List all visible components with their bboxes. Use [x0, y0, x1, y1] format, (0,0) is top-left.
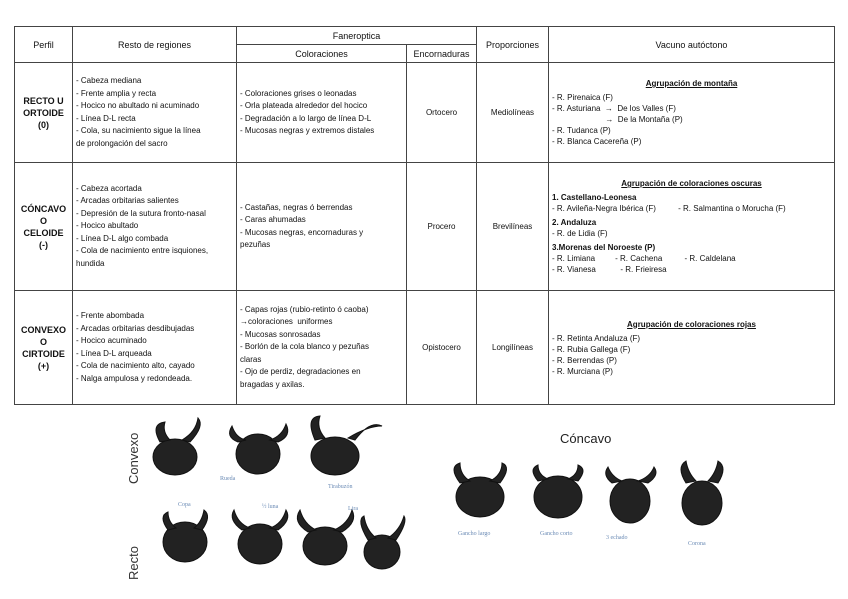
bull-heads-illustration — [120, 412, 410, 594]
group-name: 1. Castellano-Leonesa — [552, 193, 637, 202]
caption-3-echado: 3 echado — [606, 535, 628, 541]
coloracion-line: pezuñas — [240, 240, 271, 249]
label-convexo: Convexo — [126, 432, 141, 484]
perfil-text: (0) — [38, 119, 49, 130]
vacuno-cell — [549, 63, 835, 163]
raza-line: - R. de Lidia (F) — [552, 229, 608, 238]
coloracion-line: - Coloraciones grises o leonadas — [240, 88, 357, 98]
caption-lira: Lira — [348, 506, 358, 512]
morphology-table — [14, 26, 835, 405]
encornadura-cell: Procero — [407, 163, 477, 291]
coloracion-line: - Capas rojas (rubio-retinto ó caoba) — [240, 304, 369, 314]
perfil-text: CIRTOIDE — [22, 348, 65, 359]
horn-figure-convexo-recto — [120, 412, 410, 594]
perfil-text: O — [39, 215, 47, 226]
perfil-text: CONVEXO — [20, 324, 66, 335]
perfil-text: ORTOIDE — [23, 107, 64, 118]
header-perfil: Perfil — [15, 27, 73, 63]
resto-line: - Frente amplia y recta — [76, 88, 157, 98]
header-coloraciones: Coloraciones — [237, 45, 407, 63]
table-row — [15, 63, 835, 163]
caption-gancho-corto: Gancho corto — [540, 531, 573, 537]
vacuno-cell — [549, 291, 835, 405]
caption-tirabuzon: Tirabuzón — [328, 484, 353, 490]
header-encornaduras: Encornaduras — [407, 45, 477, 63]
resto-line: - Línea D-L recta — [76, 113, 136, 123]
perfil-text: CÓNCAVO — [20, 203, 67, 214]
coloraciones-cell — [237, 291, 407, 405]
perfil-cell — [15, 291, 73, 405]
group-name: 2. Andaluza — [552, 218, 597, 227]
perfil-text: (+) — [37, 360, 50, 371]
header-proporciones: Proporciones — [477, 27, 549, 63]
caption-corona: Corona — [688, 541, 706, 547]
resto-cell — [73, 63, 237, 163]
coloracion-line: - Orla plateada alrededor del hocico — [240, 101, 368, 110]
header-resto: Resto de regiones — [73, 27, 237, 63]
caption-rueda: Rueda — [220, 476, 236, 482]
raza-line: - R. Asturiana → De los Valles (F) — [552, 104, 676, 113]
perfil-text: (-) — [39, 239, 48, 250]
perfil-cell — [15, 63, 73, 163]
proporcion-cell: Mediolíneas — [477, 63, 549, 163]
perfil-text: O — [39, 336, 47, 347]
resto-line: - Línea D-L arqueada — [76, 348, 152, 358]
resto-line: de prolongación del sacro — [76, 138, 168, 148]
resto-line: hundida — [76, 258, 105, 268]
coloracion-line: - Borlón de la cola blanco y pezuñas — [240, 342, 369, 352]
resto-line: - Cabeza acortada — [76, 183, 142, 193]
resto-line: - Hocico abultado — [76, 221, 139, 231]
raza-line: → De la Montaña (P) — [552, 115, 683, 124]
resto-line: - Cola, su nacimiento sigue la línea — [76, 126, 201, 135]
raza-line: - R. Murciana (P) — [552, 366, 613, 376]
raza-line: - R. Vianesa - R. Frieiresa — [552, 265, 667, 274]
agrupacion-title: Agrupación de coloraciones rojas — [627, 319, 756, 329]
label-concavo: Cóncavo — [560, 431, 612, 446]
perfil-text: RECTO U — [23, 95, 64, 106]
resto-line: - Nalga ampulosa y redondeada. — [76, 373, 193, 383]
vacuno-cell — [549, 163, 835, 291]
coloracion-line: - Mucosas sonrosadas — [240, 329, 321, 339]
coloracion-line: - Caras ahumadas — [240, 215, 306, 224]
coloracion-line: - Mucosas negras y extremos distales — [240, 126, 375, 135]
resto-line: - Hocico no abultado ni acuminado — [76, 101, 200, 110]
resto-line: - Cabeza mediana — [76, 76, 142, 85]
raza-line: - R. Blanca Cacereña (P) — [552, 137, 642, 146]
raza-line: - R. Pirenaica (F) — [552, 93, 613, 102]
resto-line: - Arcadas orbitarias salientes — [76, 196, 179, 206]
resto-cell — [73, 291, 237, 405]
coloraciones-cell — [237, 163, 407, 291]
horn-figure-concavo — [440, 425, 740, 555]
raza-line: - R. Avileña-Negra Ibérica (F) - R. Salmantina o Morucha (F) — [552, 204, 786, 213]
coloracion-line: - Mucosas negras, encornaduras y — [240, 227, 364, 237]
agrupacion-title: Agrupación de montaña — [645, 79, 738, 88]
coloracion-line: - Castañas, negras ó berrendas — [240, 202, 353, 212]
proporcion-cell: Brevilíneas — [477, 163, 549, 291]
raza-line: - R. Berrendas (P) — [552, 355, 617, 365]
coloracion-line: bragadas y axilas. — [240, 379, 305, 389]
coloraciones-cell — [237, 63, 407, 163]
resto-line: - Frente abombada — [76, 311, 145, 320]
perfil-cell — [15, 163, 73, 291]
resto-line: - Arcadas orbitarias desdibujadas — [76, 323, 195, 333]
table-row — [15, 291, 835, 405]
caption-media-luna: ½ luna — [262, 504, 279, 510]
resto-line: - Hocico acuminado — [76, 336, 147, 345]
header-faneroptica: Faneroptica — [237, 27, 477, 45]
caption-copa: Copa — [178, 502, 191, 508]
coloracion-line: →coloraciones uniformes — [240, 317, 333, 327]
table-row — [15, 163, 835, 291]
resto-line: - Cola de nacimiento alto, cayado — [76, 361, 195, 370]
agrupacion-title: Agrupación de coloraciones oscuras — [621, 179, 762, 188]
coloracion-line: - Degradación a lo largo de línea D-L — [240, 113, 372, 123]
raza-line: - R. Tudanca (P) — [552, 126, 611, 135]
proporcion-cell: Longilíneas — [477, 291, 549, 405]
raza-line: - R. Retinta Andaluza (F) — [552, 333, 641, 343]
coloracion-line: - Ojo de perdiz, degradaciones en — [240, 367, 361, 377]
caption-gancho-largo: Gancho largo — [458, 531, 491, 537]
label-recto: Recto — [126, 546, 141, 580]
group-name: 3.Morenas del Noroeste (P) — [552, 243, 656, 252]
encornadura-cell: Ortocero — [407, 63, 477, 163]
resto-line: - Depresión de la sutura fronto-nasal — [76, 208, 206, 218]
header-vacuno: Vacuno autóctono — [549, 27, 835, 63]
resto-cell — [73, 163, 237, 291]
perfil-text: CELOIDE — [23, 227, 64, 238]
resto-line: - Línea D-L algo combada — [76, 233, 169, 243]
raza-line: - R. Limiana - R. Cachena - R. Caldelana — [552, 254, 736, 263]
coloracion-line: claras — [240, 354, 262, 364]
raza-line: - R. Rubia Gallega (F) — [552, 344, 631, 354]
resto-line: - Cola de nacimiento entre isquiones, — [76, 246, 209, 256]
encornadura-cell: Opistocero — [407, 291, 477, 405]
